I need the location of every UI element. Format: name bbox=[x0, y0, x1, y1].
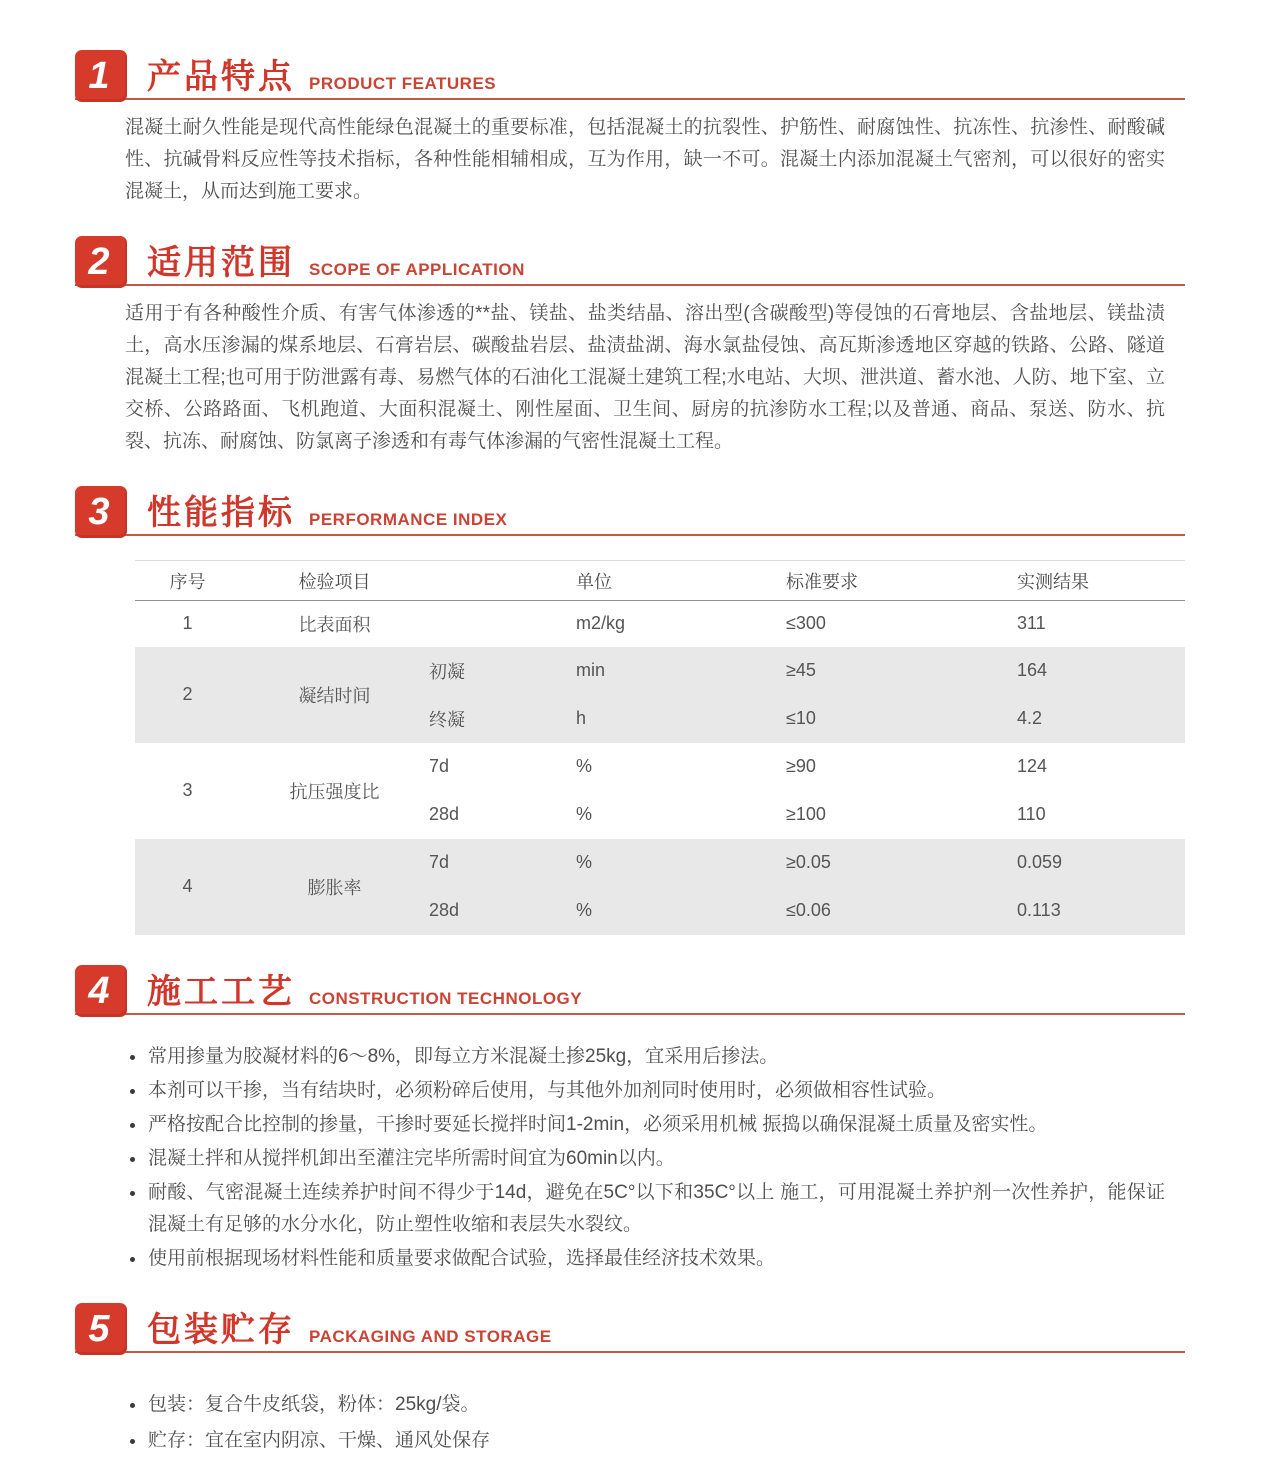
cell-sub: 终凝 bbox=[429, 709, 465, 730]
col-header-sub bbox=[429, 561, 576, 601]
section-product-features bbox=[75, 46, 1185, 208]
col-header-item: 检验项目 bbox=[298, 571, 371, 592]
cell-result: 110 bbox=[1017, 804, 1046, 824]
section-number: 1 bbox=[88, 55, 110, 97]
section-performance-index bbox=[75, 482, 1185, 935]
section-header-4 bbox=[75, 961, 1185, 1015]
section-packaging-storage bbox=[75, 1299, 1185, 1457]
cell-item: 抗压强度比 bbox=[289, 781, 380, 802]
table-row bbox=[135, 743, 1185, 791]
performance-table bbox=[135, 560, 1185, 935]
section-title-zh: 产品特点 bbox=[147, 58, 295, 96]
section-title-zh: 适用范围 bbox=[147, 244, 295, 282]
section-number: 5 bbox=[88, 1307, 110, 1350]
cell-no: 2 bbox=[182, 684, 193, 704]
section-header-3 bbox=[75, 482, 1185, 536]
section-titles bbox=[147, 496, 507, 534]
bullet-dot-icon bbox=[130, 1403, 135, 1408]
list-item bbox=[130, 1177, 1165, 1241]
section-number: 2 bbox=[88, 241, 110, 283]
bullet-text: 包装：复合牛皮纸袋，粉体：25kg/袋。 bbox=[148, 1393, 480, 1415]
section-titles bbox=[147, 246, 525, 284]
table-row bbox=[135, 647, 1185, 695]
list-item bbox=[130, 1425, 1165, 1457]
cell-unit: % bbox=[576, 756, 593, 776]
cell-item: 膨胀率 bbox=[307, 877, 362, 898]
bullet-dot-icon bbox=[130, 1157, 135, 1162]
section-title-en: PRODUCT FEATURES bbox=[309, 74, 497, 93]
list-item bbox=[130, 1143, 1165, 1175]
col-header-no: 序号 bbox=[169, 571, 206, 592]
section-titles bbox=[147, 60, 496, 98]
cell-sub: 7d bbox=[429, 852, 450, 872]
cell-unit: min bbox=[576, 660, 606, 680]
section-number-badge-5 bbox=[75, 1303, 127, 1355]
section-number-badge-4 bbox=[75, 965, 127, 1017]
col-header-result: 实测结果 bbox=[1017, 571, 1089, 592]
bullet-text: 耐酸、气密混凝土连续养护时间不得少于14d，避免在5C°以下和35C°以上 施工，可用混凝土养护剂一次性养护，能保证混凝土有足够的水分水化，防止塑性收缩和表层失水裂纹。 bbox=[148, 1181, 1165, 1235]
list-item bbox=[130, 1041, 1165, 1073]
cell-standard: ≥90 bbox=[786, 756, 816, 776]
section-titles bbox=[147, 1310, 552, 1351]
cell-no: 3 bbox=[182, 780, 193, 800]
cell-standard: ≥45 bbox=[786, 660, 816, 680]
section-title-zh: 性能指标 bbox=[147, 494, 295, 532]
cell-standard: ≥0.05 bbox=[786, 852, 831, 872]
bullet-dot-icon bbox=[130, 1055, 135, 1060]
cell-standard: ≥100 bbox=[786, 804, 826, 824]
cell-no: 4 bbox=[182, 876, 193, 896]
bullet-text: 本剂可以干掺，当有结块时，必须粉碎后使用，与其他外加剂同时使用时，必须做相容性试验。 bbox=[148, 1079, 947, 1101]
cell-result: 4.2 bbox=[1017, 708, 1043, 728]
cell-standard: ≤0.06 bbox=[786, 900, 831, 920]
cell-item: 凝结时间 bbox=[298, 685, 371, 706]
packaging-storage-list bbox=[130, 1389, 1165, 1457]
section-title-zh: 包装贮存 bbox=[147, 1310, 295, 1349]
section-title-en: PERFORMANCE INDEX bbox=[309, 510, 508, 529]
cell-sub: 初凝 bbox=[429, 661, 465, 682]
cell-unit: h bbox=[576, 708, 587, 728]
cell-result: 311 bbox=[1017, 613, 1046, 634]
cell-standard: ≤10 bbox=[786, 708, 816, 728]
cell-unit: m2/kg bbox=[576, 613, 626, 634]
cell-result: 0.059 bbox=[1017, 852, 1063, 872]
product-features-paragraph: 混凝土耐久性能是现代高性能绿色混凝土的重要标准，包括混凝土的抗裂性、护筋性、耐腐蚀性、抗冻性、抗渗性、耐酸碱性、抗碱骨料反应性等技术指标，各种性能相辅相成，互为作用，缺一不可。混凝土内添加混凝土气密剂，可以很好的密实混凝土，从而达到施工要求。 bbox=[125, 117, 1165, 202]
cell-sub: 7d bbox=[429, 756, 450, 776]
section-number-badge-1 bbox=[75, 50, 127, 102]
list-item bbox=[130, 1109, 1165, 1141]
cell-unit: % bbox=[576, 852, 593, 872]
col-header-unit: 单位 bbox=[576, 571, 612, 592]
section-title-en: PACKAGING AND STORAGE bbox=[309, 1326, 552, 1346]
table-row bbox=[135, 601, 1185, 647]
cell-sub: 28d bbox=[429, 900, 460, 920]
section-header-1 bbox=[75, 46, 1185, 100]
bullet-dot-icon bbox=[130, 1089, 135, 1094]
list-item bbox=[130, 1389, 1165, 1421]
bullet-dot-icon bbox=[130, 1123, 135, 1128]
section-number: 4 bbox=[88, 969, 110, 1012]
bullet-dot-icon bbox=[130, 1257, 135, 1262]
section-construction-technology bbox=[75, 961, 1185, 1275]
bullet-text: 使用前根据现场材料性能和质量要求做配合试验，选择最佳经济技术效果。 bbox=[148, 1247, 776, 1269]
col-header-standard: 标准要求 bbox=[786, 571, 858, 592]
bullet-text: 贮存：宜在室内阴凉、干燥、通风处保存 bbox=[148, 1429, 491, 1451]
cell-result: 164 bbox=[1017, 660, 1048, 680]
list-item bbox=[130, 1243, 1165, 1275]
section-number: 3 bbox=[88, 491, 110, 533]
section-scope-of-application bbox=[75, 232, 1185, 458]
scope-paragraph: 适用于有各种酸性介质、有害气体渗透的**盐、镁盐、盐类结晶、溶出型(含碳酸型)等侵蚀的石膏地层、含盐地层、镁盐渍土，高水压渗漏的煤系地层、石膏岩层、碳酸盐岩层、盐渍盐湖、海水氯盐侵蚀、高瓦斯渗透地区穿越的铁路、公路、隧道混凝土工程;也可用于防泄露有毒、易燃气体的石油化工混凝土建筑工程;水电站、大坝、泄洪道、蓄水池、人防、地下室、立交桥、公路路面、飞机跑道、大面积混凝土、刚性屋面、卫生间、厨房的抗渗防水工程;以及普通、商品、泵送、防水、抗裂、抗冻、耐腐蚀、防氯离子渗透和有毒气体渗漏的气密性混凝土工程。 bbox=[125, 303, 1165, 452]
bullet-text: 严格按配合比控制的掺量，干掺时要延长搅拌时间1-2min，必须采用机械 振捣以确保混凝土质量及密实性。 bbox=[148, 1113, 1048, 1135]
bullet-text: 混凝土拌和从搅拌机卸出至灌注完毕所需时间宜为60min以内。 bbox=[148, 1147, 675, 1169]
section-title-en: SCOPE OF APPLICATION bbox=[309, 260, 525, 279]
section-header-2 bbox=[75, 232, 1185, 286]
cell-unit: % bbox=[576, 804, 593, 824]
section-title-zh: 施工工艺 bbox=[147, 972, 295, 1011]
section-header-5 bbox=[75, 1299, 1185, 1353]
cell-standard: ≤300 bbox=[786, 613, 826, 634]
table-header-row bbox=[135, 561, 1185, 601]
cell-sub: 28d bbox=[429, 804, 460, 824]
cell-no: 1 bbox=[182, 613, 193, 634]
cell-result: 124 bbox=[1017, 756, 1048, 776]
section-number-badge-3 bbox=[75, 486, 127, 538]
bullet-text: 常用掺量为胶凝材料的6～8%，即每立方米混凝土掺25kg，宜采用后掺法。 bbox=[148, 1045, 779, 1067]
section-number-badge-2 bbox=[75, 236, 127, 288]
bullet-dot-icon bbox=[130, 1191, 135, 1196]
cell-item: 比表面积 bbox=[298, 614, 371, 635]
cell-unit: % bbox=[576, 900, 593, 920]
construction-steps-list bbox=[130, 1041, 1165, 1275]
cell-sub bbox=[429, 601, 576, 647]
list-item bbox=[130, 1075, 1165, 1107]
section-title-en: CONSTRUCTION TECHNOLOGY bbox=[309, 988, 583, 1008]
bullet-dot-icon bbox=[130, 1439, 135, 1444]
table-row bbox=[135, 839, 1185, 887]
cell-result: 0.113 bbox=[1017, 900, 1061, 920]
section-titles bbox=[147, 972, 583, 1013]
